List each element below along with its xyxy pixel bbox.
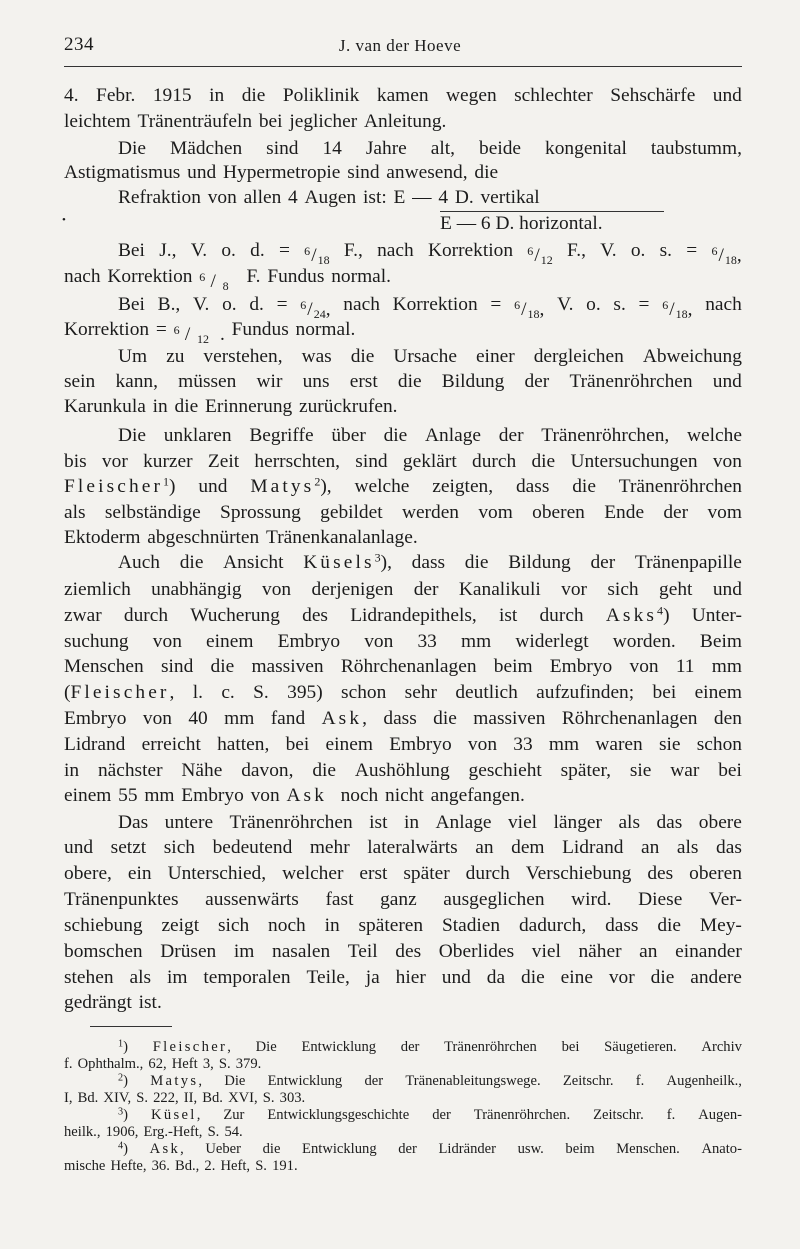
footnote-line: I, Bd. XIV, S. 222, II, Bd. XVI, S. 303.	[64, 1090, 306, 1106]
body-text-line: Die Mädchen sind 14 Jahre alt, beide kongenital taubstumm,	[118, 138, 742, 159]
body-text-line: Astigmatismus und Hypermetropie sind anwesend, die	[64, 162, 499, 183]
body-text-line: ziemlich unabhängig von derjenigen der Kanalikuli vor sich geht und	[64, 579, 742, 600]
body-text-line: obere, ein Unterschied, welcher erst später durch Verschiebung des oberen	[64, 863, 742, 884]
body-text-line: stehen als im temporalen Teile, ja hier und da die eine vor die andere	[64, 967, 742, 988]
body-text-line: bis vor kurzer Zeit herrschten, sind geklärt durch die Untersuchungen von	[64, 451, 742, 472]
body-text-line: nach Korrektion $^6$ / 8 F. Fundus normal.	[64, 266, 391, 293]
footnote-rule	[90, 1026, 172, 1027]
body-text-line: Refraktion von allen 4 Augen ist: E — 4 D. vertikal	[118, 187, 540, 208]
body-text-line: Auch die Ansicht Küsels$^3$), dass die Bildung der Tränenpapille	[118, 550, 742, 573]
body-text-line: (Fleischer, l. c. S. 395) schon sehr deutlich aufzufinden; bei einem	[64, 682, 742, 703]
body-text-line: Das untere Tränenröhrchen ist in Anlage viel länger als das obere	[118, 812, 742, 833]
body-text-line: schiebung zeigt sich noch in späteren Stadien dadurch, dass die Mey-	[64, 915, 742, 936]
body-text-line: Menschen sind die massiven Röhrchenanlagen beim Embryo von 11 mm	[64, 656, 742, 677]
body-text-line: Fleischer$^1$) und Matys$^2$), welche zeigten, dass die Tränenröhrchen	[64, 474, 742, 497]
body-text-line: in nächster Nähe davon, die Aushöhlung geschieht später, sie war bei	[64, 760, 742, 781]
body-text-line: Lidrand erreicht hatten, bei einem Embryo von 33 mm waren sie schon	[64, 734, 742, 755]
footnote-line: mische Hefte, 36. Bd., 2. Heft, S. 191.	[64, 1158, 298, 1174]
body-text-line: Karunkula in die Erinnerung zurückrufen.	[64, 396, 398, 417]
body-text-line: Die unklaren Begriffe über die Anlage der Tränenröhrchen, welche	[118, 425, 742, 446]
body-text-line: gedrängt ist.	[64, 992, 162, 1013]
margin-dot: •	[62, 214, 66, 226]
header-rule	[64, 66, 742, 67]
body-text-line: Tränenpunktes aussenwärts fast ganz ausgeglichen wird. Diese Ver-	[64, 889, 742, 910]
body-text-line: leichtem Tränenträufeln bei jeglicher Anleitung.	[64, 111, 447, 132]
footnote-line: $^2$) Matys, Die Entwicklung der Tränenableitungswege. Zeitschr. f. Augenheilk.,	[118, 1072, 742, 1089]
body-text-line: Embryo von 40 mm fand Ask, dass die massiven Röhrchenanlagen den	[64, 708, 742, 729]
page-number: 234	[64, 34, 94, 55]
footnote-line: f. Ophthalm., 62, Heft 3, S. 379.	[64, 1056, 262, 1072]
footnote-line: $^1$) Fleischer, Die Entwicklung der Tränenröhrchen bei Säugetieren. Archiv	[118, 1038, 742, 1055]
body-text-line: als selbständige Sprossung gebildet werden vom oberen Ende der vom	[64, 502, 742, 523]
body-text-line: bomschen Drüsen im nasalen Teil des Oberlides viel näher an einander	[64, 941, 742, 962]
body-text-line: Korrektion = $^6$ / 12 . Fundus normal.	[64, 319, 356, 346]
running-title: J. van der Hoeve	[338, 36, 462, 55]
body-text-line: und setzt sich bedeutend mehr lateralwärts an dem Lidrand an als das	[64, 837, 742, 858]
body-text-line: Bei J., V. o. d. = $^6$/18 F., nach Korrektion $^6$/12 F., V. o. s. = $^6$/18,	[118, 240, 742, 267]
body-text-line: Bei B., V. o. d. = $^6$/24, nach Korrektion = $^6$/18, V. o. s. = $^6$/18, nach	[118, 294, 742, 321]
body-text-line: einem 55 mm Embryo von Ask noch nicht angefangen.	[64, 785, 525, 806]
footnote-line: $^3$) Küsel, Zur Entwicklungsgeschichte der Tränenröhrchen. Zeitschr. f. Augen-	[118, 1106, 742, 1123]
footnote-line: $^4$) Ask, Ueber die Entwicklung der Lidränder usw. beim Menschen. Anato-	[118, 1140, 742, 1157]
body-text-line: zwar durch Wucherung des Lidrandepithels, ist durch Asks$^4$) Unter-	[64, 603, 742, 626]
refraction-horizontal: E — 6 D. horizontal.	[440, 213, 603, 234]
body-text-line: Um zu verstehen, was die Ursache einer dergleichen Abweichung	[118, 346, 742, 367]
body-text-line: suchung von einem Embryo von 33 mm widerlegt worden. Beim	[64, 631, 742, 652]
body-text-line: 4. Febr. 1915 in die Poliklinik kamen wegen schlechter Sehschärfe und	[64, 85, 742, 106]
body-text-line: Ektoderm abgeschnürten Tränenkanalanlage.	[64, 527, 418, 548]
footnote-line: heilk., 1906, Erg.-Heft, S. 54.	[64, 1124, 243, 1140]
body-text-line: sein kann, müssen wir uns erst die Bildung der Tränenröhrchen und	[64, 371, 742, 392]
